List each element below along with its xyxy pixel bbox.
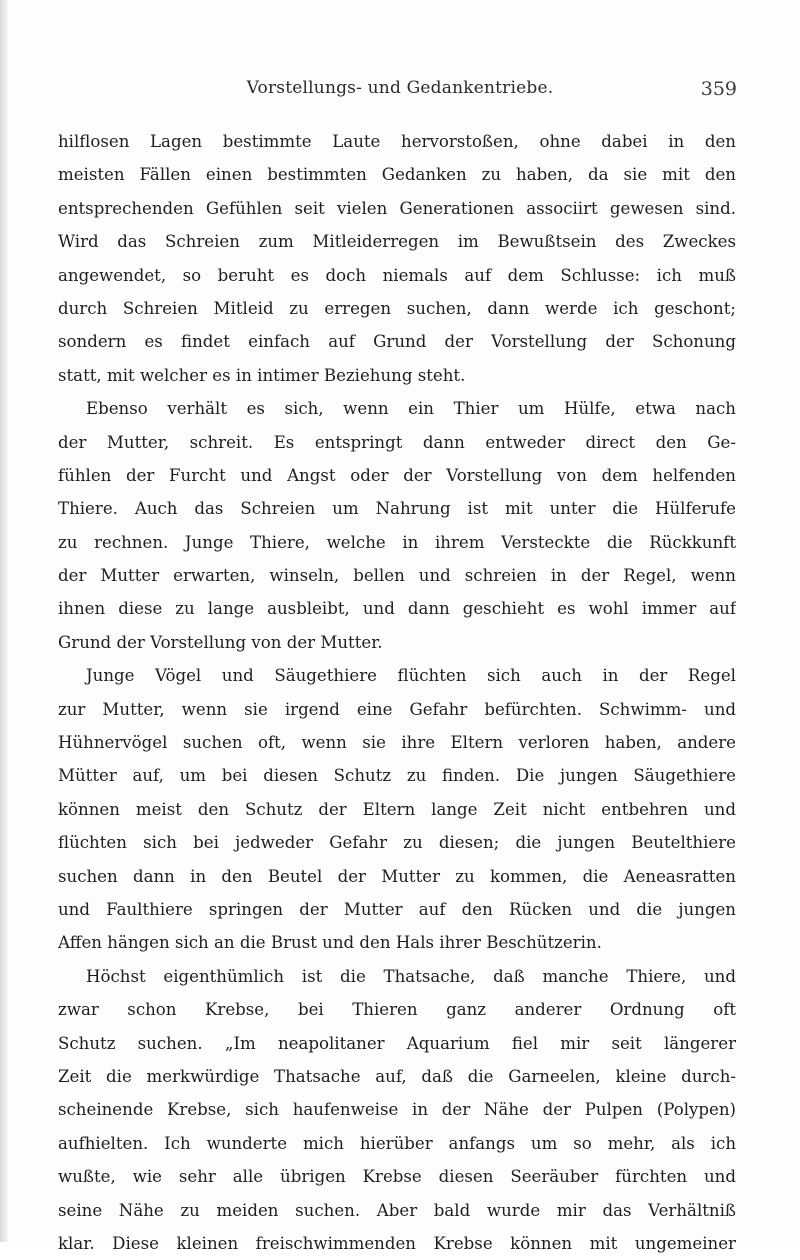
text-line: scheinende Krebse, sich haufenweise in der Nähe der Pulpen (Polypen) (58, 1100, 736, 1120)
text-line: Junge Vögel und Säugethiere flüchten sich auch in der Regel (86, 666, 736, 686)
text-line: sondern es findet einfach auf Grund der Vorstellung der Schonung (58, 332, 736, 352)
text-line: Ebenso verhält es sich, wenn ein Thier um Hülfe, etwa nach (86, 399, 736, 419)
page-number: 359 (700, 78, 737, 100)
text-line: Grund der Vorstellung von der Mutter. (58, 632, 383, 652)
text-line: klar. Diese kleinen freischwimmenden Krebse können mit ungemeiner (58, 1233, 736, 1253)
text-line: Zeit die merkwürdige Thatsache auf, daß die Garneelen, kleine durch- (58, 1066, 736, 1086)
text-line: und Faulthiere springen der Mutter auf den Rücken und die jungen (58, 899, 736, 919)
text-line: flüchten sich bei jedweder Gefahr zu diesen; die jungen Beutelthiere (58, 833, 736, 853)
text-line: aufhielten. Ich wunderte mich hierüber anfangs um so mehr, als ich (58, 1133, 736, 1153)
body-text (58, 125, 736, 1260)
page-header (0, 78, 800, 108)
text-line: suchen dann in den Beutel der Mutter zu kommen, die Aeneasratten (58, 866, 736, 886)
page-gutter-shadow (0, 0, 8, 1242)
text-line: zwar schon Krebse, bei Thieren ganz anderer Ordnung oft (58, 1000, 736, 1020)
text-line: können meist den Schutz der Eltern lange Zeit nicht entbehren und (58, 799, 736, 819)
text-line: zur Mutter, wenn sie irgend eine Gefahr befürchten. Schwimm- und (58, 699, 736, 719)
text-line: statt, mit welcher es in intimer Beziehung steht. (58, 365, 466, 385)
text-line: Hühnervögel suchen oft, wenn sie ihre Eltern verloren haben, andere (58, 733, 736, 753)
text-line: der Mutter, schreit. Es entspringt dann entweder direct den Ge- (58, 432, 736, 452)
text-line: Wird das Schreien zum Mitleiderregen im Bewußtsein des Zweckes (58, 232, 736, 252)
text-line: Mütter auf, um bei diesen Schutz zu finden. Die jungen Säugethiere (58, 766, 736, 786)
text-line: hilflosen Lagen bestimmte Laute hervorstoßen, ohne dabei in den (58, 132, 736, 151)
text-line: zu rechnen. Junge Thiere, welche in ihrem Versteckte die Rückkunft (58, 532, 736, 552)
text-line: wußte, wie sehr alle übrigen Krebse diesen Seeräuber fürchten und (58, 1167, 736, 1187)
text-line: fühlen der Furcht und Angst oder der Vorstellung von dem helfenden (58, 465, 736, 485)
text-line: Höchst eigenthümlich ist die Thatsache, daß manche Thiere, und (86, 966, 736, 986)
text-line: ihnen diese zu lange ausbleibt, und dann geschieht es wohl immer auf (58, 599, 736, 619)
text-line: angewendet, so beruht es doch niemals auf dem Schlusse: ich muß (58, 265, 736, 285)
text-line: meisten Fällen einen bestimmten Gedanken zu haben, da sie mit den (58, 165, 736, 185)
running-head: Vorstellungs- und Gedankentriebe. (246, 78, 554, 98)
text-line: Thiere. Auch das Schreien um Nahrung ist mit unter die Hülferufe (58, 499, 736, 519)
text-line: durch Schreien Mitleid zu erregen suchen, dann werde ich geschont; (58, 298, 736, 318)
text-line: Affen hängen sich an die Brust und den Hals ihrer Beschützerin. (58, 933, 602, 953)
text-line: entsprechenden Gefühlen seit vielen Generationen associirt gewesen sind. (58, 198, 736, 218)
text-line: der Mutter erwarten, winseln, bellen und schreien in der Regel, wenn (58, 566, 736, 586)
text-line: Schutz suchen. „Im neapolitaner Aquarium fiel mir seit längerer (58, 1033, 736, 1053)
text-line: seine Nähe zu meiden suchen. Aber bald wurde mir das Verhältniß (58, 1200, 736, 1220)
